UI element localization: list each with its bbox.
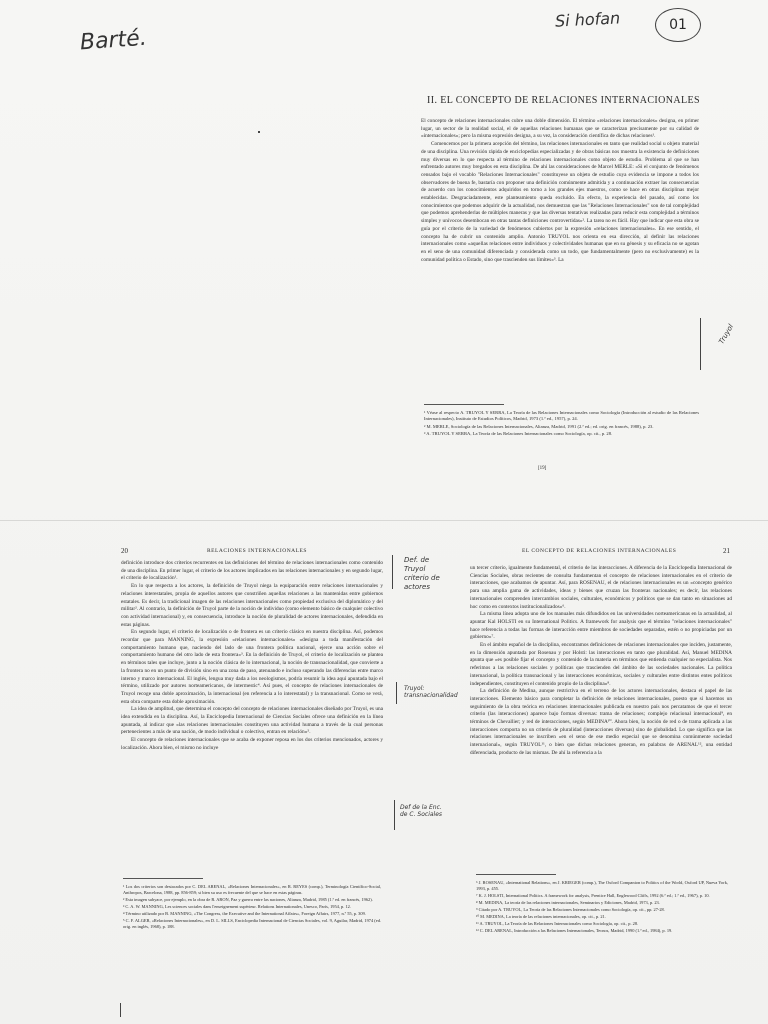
footnote: ⁵ C. F. ALGER, «Relaciones Internacionales», en D. L. SILLS, Enciclopedia Internacional de Ciencias Sociales, vol. 9, Aguilar, Madrid, 1974 (ed. orig. en inglés, 1968), p. 188.: [123, 918, 381, 929]
footnote: ⁶ J. ROSENAU, «International Relations», en J. KRIEGER (comp.), The Oxford Companion to Politics of the World, Oxford UP, Nueva York, 1993, p. 455.: [476, 880, 728, 891]
margin-note-truyol: Truyol: [717, 322, 736, 346]
footnote: ¹ Véase al respecto A. TRUYOL Y SERRA, La Teoría de las Relaciones Internacionales como Sociología (Introducción al estudio de las Relaciones Internacionales), Instituto de Estudios Políticos, Madrid, 1973 (1.ª ed., 1957), p. 24.: [424, 410, 699, 422]
paragraph: En segundo lugar, el criterio de localización o de frontera es un criterio clásico en nuestra disciplina. Así, podemos recordar que para MANNING, la expresión «relaciones internacionales» «designa a toda manifestación del comportamiento humano que, naciendo del lado de una frontera política nacional, ejerce una acción sobre el comportamiento humano del otro lado de esta frontera»³. En la definición de Truyol, el criterio de localización se plantea en términos tales que incluye, junto a la noción clásica de lo internacional, la noción de transnacionalidad, que convierte a la frontera no en un punto de división sino en una zona de paso, atenuando e incluso superando las diferencias entre marco interno y marco internacional. El inglés, lengua muy dada a los neologismos, podría resumir la idea aquí apuntada bajo el término, utilizado por autores norteamericanos, de intermestic⁴. Así pues, el concepto de relaciones internacionales de Truyol recoge una doble aproximación, la internacional (en referencia a lo interestatal) y la transnacional. Como se verá, esta obra comparte esta doble aproximación.: [121, 629, 383, 705]
handwritten-signature: Si hofan: [554, 8, 621, 31]
footnote: ³ A. TRUYOL Y SERRA, La Teoría de las Relaciones Internacionales como Sociología, op. cit., p. 28.: [424, 431, 613, 437]
footnote: ¹² C. DEL ARENAL, Introducción a las Relaciones Internacionales, Tecnos, Madrid, 1990 (1.ª ed., 1984), p. 19.: [476, 928, 673, 933]
margin-note-def-enciclopedia: Def de la Enc. de C. Sociales: [400, 804, 443, 818]
left-running-head: RELACIONES INTERNACIONALES: [207, 548, 307, 554]
margin-bracket: [392, 555, 393, 589]
margin-bracket: [394, 800, 395, 830]
paragraph: La misma línea adopta uno de los manuales más difundidos en las universidades norteamericanas en la actualidad, al apuntar Kal HOLSTI en su International Politics. A framework for analysis que el término "relaciones internacionales" hace referencia a todas las formas de interacción entre miembros de sociedades separadas, estén o no propiciadas por un gobierno»⁷.: [470, 611, 732, 641]
paragraph: El concepto de relaciones internacionales cubre una doble dimensión. El término «relaciones internacionales» designa, en primer lugar, un sector de la realidad social, el de aquellas relaciones humanas que se caracterizan precisamente por su calidad de «internacionales»; pero la misma expresión designa, a su vez, la consideración científica de dichas relaciones¹.: [421, 118, 699, 140]
right-running-head: EL CONCEPTO DE RELACIONES INTERNACIONALES: [522, 548, 677, 554]
spread-divider: [0, 520, 768, 521]
right-page-body: [470, 565, 732, 852]
footnote: ² Esta imagen subyace, por ejemplo, en la obra de R. ARON, Paz y guerra entre las naciones, Alianza, Madrid, 1985 (1.ª ed. en francés, 1962).: [123, 897, 373, 902]
footnote: ³ C. A. W. MANNING, Les sciences sociales dans l'enseignement supérieur. Relations Internationales, Unesco, París, 1954, p. 12.: [123, 904, 351, 909]
left-page-footnotes: [123, 884, 381, 931]
top-page-body: [421, 118, 699, 376]
footnote: ⁸ M. MEDINA, La teoría de las relaciones internacionales, Seminarios y Ediciones, Madrid, 1973, p. 23.: [476, 900, 660, 905]
paragraph: El concepto de relaciones internacionales que se acaba de exponer reposa en los dos criterios mencionados, actores y localización. Ahora bien, el mismo no incluye: [121, 737, 383, 751]
margin-bracket: [700, 318, 701, 370]
left-page-number: 20: [121, 547, 128, 555]
margin-note-def-truyol: Def. de Truyol criterio de actores: [404, 556, 440, 591]
paragraph: un tercer criterio, igualmente fundamental, el criterio de las interacciones. A diferencia de la Enciclopedia Internacional de Ciencias Sociales, obras recientes de consulta fundamentan el concepto de relaciones internacionales en el criterio de interacciones, que acabamos de apuntar. Así, para ROSENAU, el de relaciones internacionales es un «concepto genérico para una amplia gama de actividades, ideas y bienes que cruzan las fronteras nacionales; es decir, las relaciones internacionales comprenden intercambios sociales, culturales, económicos y políticos que se dan tanto en situaciones ad hoc como en contextos institucionalizados»⁶.: [470, 565, 732, 610]
ink-dot: [258, 131, 260, 133]
handwritten-author-note: Barté.: [79, 25, 148, 56]
footnote: ² M. MERLE, Sociología de las Relaciones Internacionales, Alianza, Madrid, 1991 (2.ª ed.; ed. orig. en francés, 1988), p. 23.: [424, 423, 654, 429]
paragraph: En el ámbito español de la disciplina, encontramos definiciones de relaciones internacionales que inciden, justamente, en la dimensión apuntada por Rosenau y por Holsti: las interacciones en tanto que pluralidad. Así, Manuel MEDINA apunta que «es posible fijar el concepto y contenido de la materia en términos que entienda cualquier no especialista. Nos referimos a las relaciones sociales y políticas que trascienden del ámbito de las sociedades nacionales. La política internacional, la política transnacional y las interacciones económicas, sociales y culturales entre distintos entes políticos independientes, constituyen el contenido propio de la disciplina»⁸.: [470, 642, 732, 687]
paragraph: Comencemos por la primera acepción del término, las relaciones internacionales en tanto que realidad social u objeto material de una disciplina. Una revisión rápida de enciclopedias especializadas y de obras básicas nos muestra la existencia de definiciones muy diversas en lo que respecta al término de relaciones internacionales como objeto de estudio. Problema al que se han enfrentado autores muy bregados en esta disciplina. De ahí las consideraciones de Marcel MERLE: «Si el conjunto de fenómenos censados bajo el vocablo "Relaciones Internacionales" constituyese un objeto de estudio cuya evidencia se impone a todos los observadores de buena fe, bastaría con proponer una definición comúnmente admitida y a continuación extraer las consecuencias de acuerdo con los conocimientos adquiridos en torno a los grandes ejes maestros, como se hace en otras disciplinas mejor establecidas. Desgraciadamente, este planteamiento queda excluido. En efecto, la experiencia del pasado, así como los conocimientos que podemos adquirir de la actualidad, nos demuestran que las "Relaciones Internacionales" son de tal complejidad que podemos aprehenderlas de múltiples maneras y que las diversas tentativas realizadas para reducir esta complejidad a términos simples y unívocos desembocan en otras tantas definiciones controvertidas»². La tarea no es fácil. Hay que indicar que esta obra se guía por el criterio de la variedad de fenómenos cubiertos por la expresión «relaciones internacionales». En ese sentido, el concepto ha de cubrir un contenido amplio. Antonio TRUYOL nos orienta en esa dirección, al definir las relaciones internacionales como «aquellas relaciones entre individuos y colectividades humanas que en su génesis y su eficacia no se agotan en el seno de una comunidad diferenciada y considerada como un todo, que fundamentalmente (pero no exclusivamente) es la comunidad política o Estado, sino que trascienden sus límites»³. La: [421, 141, 699, 263]
footnote: ⁷ K. J. HOLSTI, International Politics. A framework for analysis, Prentice Hall, Englewood Cliffs, 1992 (6.ª ed.; 1.ª ed., 1967), p. 10.: [476, 893, 710, 898]
paragraph: La idea de amplitud, que determina el concepto del concepto de relaciones internacionales diseñado por Truyol, es una idea extendida en la disciplina. Así, la Enciclopedia Internacional de Ciencias Sociales ofrece una definición en la línea apuntada, al indicar que «las relaciones internacionales constituyen una actividad humana a través de la cual personas pertenecientes a más de una nación, de modo individual o colectivo, entran en relación»⁵.: [121, 706, 383, 736]
footnote: ¹ Los dos criterios son destacados por C. DEL ARENAL, «Relaciones Internacionales», en R. REYES (comp.), Terminología Científico-Social, Anthropos, Barcelona, 1988, pp. 856-859; si bien su uso es frecuente del que se hace en estas páginas.: [123, 884, 381, 895]
top-page-footnotes: [424, 410, 699, 439]
paragraph: En lo que respecta a los actores, la definición de Truyol niega la equiparación entre relaciones internacionales y relaciones interestatales, propia de aquellos autores que constriñen aquellas relaciones a las mantenidas entre gobiernos estatales. Es decir, la tradicional imagen de las relaciones internacionales como propiedad exclusiva del diplomático y del militar². Al contrario, la definición de Truyol parte de la noción de individuo (como elemento básico de cualquier colectivo con actividad internacional) y, en consecuencia, introduce la noción de pluralidad de actores internacionales, defendida en estas páginas.: [121, 583, 383, 628]
footnote-rule: [123, 878, 203, 879]
footnote-rule: [424, 404, 504, 405]
footnote: ¹⁰ M. MEDINA, La teoría de las relaciones internacionales, op. cit., p. 21.: [476, 914, 606, 919]
chapter-title: II. EL CONCEPTO DE RELACIONES INTERNACIONALES: [427, 95, 700, 106]
margin-bracket: [396, 682, 397, 704]
footnote: ¹¹ A. TRUYOL, La Teoría de las Relaciones Internacionales como Sociología, op. cit., p. 28.: [476, 921, 639, 926]
footnote: ⁴ Término utilizado por B. MANNING, «The Congress, the Executive and the International Affairs», Foreign Affairs, 1977, n.º 55, p. 309.: [123, 911, 366, 916]
paragraph: definición introduce dos criterios recurrentes en las definiciones del término de relaciones internacionales como contenido de una disciplina. En primer lugar, el criterio de los actores implicados en las relaciones internacionales y en segundo lugar, el criterio de localización¹.: [121, 560, 383, 582]
top-page-number: [19]: [538, 466, 547, 471]
scan-mark: [120, 1003, 121, 1017]
margin-note-transnacionalidad: Truyol: transnacionalidad: [404, 685, 458, 699]
footnote: ⁹ Citado por A. TRUYOL, La Teoría de las Relaciones Internacionales como Sociología, op. cit., pp. 27-28.: [476, 907, 665, 912]
footnote-rule: [476, 874, 556, 875]
left-page-body: [121, 560, 383, 860]
circled-page-number: 01: [655, 8, 701, 42]
right-page-number: 21: [723, 547, 730, 555]
paragraph: La definición de Medina, aunque restrictiva en el terreno de los actores internacionales, destaca el papel de las interacciones. Elemento básico para completar la definición de relaciones internacionales, puesto que si hacemos un seguimiento de la obra teórica en relaciones internacionales publicada en nuestro país nos percatamos de que el tercer criterio (las interacciones) aparece bajo formas diversas: trama de relaciones; complejo relacional internacional⁹, en términos de Chevallier; y red de interacciones, según MEDINA¹⁰. Ahora bien, la noción de red o de trama aplicada a las interacciones comporta no un criterio de pluralidad (interacciones diversas) sino de globalidad. Lo que significa que las relaciones internacionales se inscriben «en el seno de ese medio especial que se denomina comúnmente sociedad internacional», según TRUYOL¹¹, o bien que dichas relaciones generan, en palabras de ARENAL¹², una entidad diferenciada, producto de las mismas. De ahí la referencia a la: [470, 688, 732, 756]
right-page-footnotes: [476, 880, 728, 935]
